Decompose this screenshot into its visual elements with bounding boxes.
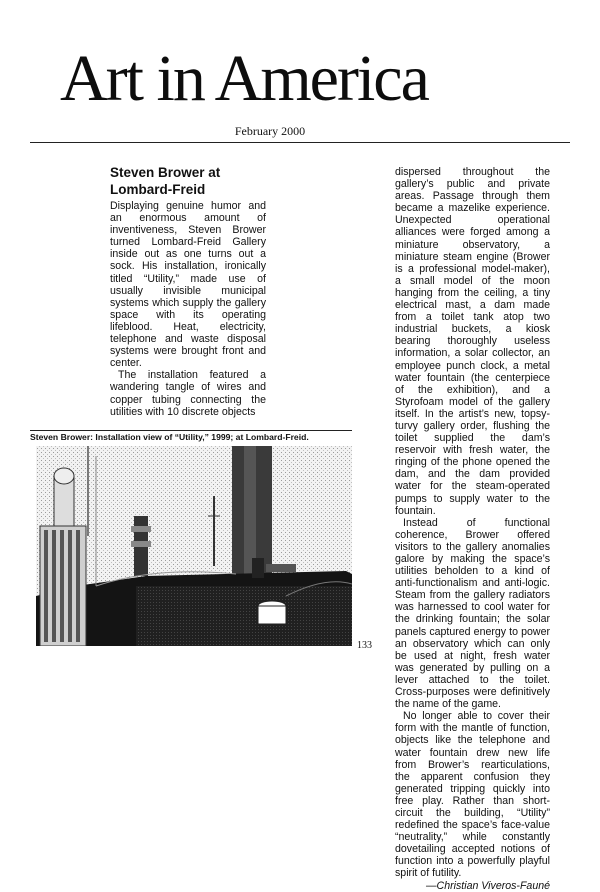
headline-line-2: Lombard-Freid [110, 182, 206, 197]
paragraph: The installation featured a wandering tangle of wires and copper tubing connecting the utilities with 10 discrete objects [110, 369, 266, 418]
photo-caption: Steven Brower: Installation view of “Utility,” 1999; at Lombard-Freid. [30, 432, 309, 442]
paragraph: dispersed throughout the gallery’s public and private areas. Passage through them became a mazelike experience. Unexpected operational alliances were forged among a miniature observatory, a miniature steam engine (Brower is a professional model-maker), a small model of the moon hanging from the ceiling, a tiny electrical mast, a dam made from a toilet tank atop two industrial buckets, a kiosk bearing thoroughly useless information, a solar collector, an employee punch clock, a metal water fountain (the centerpiece of the exhibition), and a Styrofoam model of the gallery itself. In the artist’s new, topsy-turvy gallery order, flushing the toilet supplied the dam’s reservoir with fresh water, the ringing of the phone opened the dam, and the dam provided water for the steam-operated pumps to supply water to the fountain. [395, 166, 550, 517]
page-number: 133 [357, 640, 372, 651]
issue-date: February 2000 [234, 124, 306, 138]
headline-line-1: Steven Brower at [110, 165, 221, 180]
installation-photo-illustration [36, 446, 352, 646]
installation-photo [36, 446, 352, 646]
paragraph: Instead of functional coherence, Brower offered visitors to the gallery anomalies galore by making the space’s utilities beholden to a kind of anti-functionalism and anti-logic. Steam from the gallery radiators was harnessed to cool water for the drinking fountain; the solar panels captured energy to power an observatory which can only be used at night, fresh water was generated by pulling on a lever attached to the toilet. Cross-purposes were definitively the name of the game. [395, 516, 550, 711]
paragraph: Displaying genuine humor and an enormous amount of inventiveness, Steven Brower turned Lombard-Freid Gallery inside out as one turns out a sock. His installation, ironically titled “Utility,” made use of usually invisible municipal systems which supply the gallery space with its operating lifeblood. Heat, electricity, telephone and waste disposal systems were brought front and center. [110, 200, 266, 370]
masthead-rule [30, 142, 570, 143]
article-headline [110, 164, 270, 198]
article-column-right [395, 166, 550, 892]
masthead-title: Art in America [60, 42, 428, 115]
paragraph: No longer able to cover their form with the mantle of function, objects like the telephone and water fountain drew new life from Brower’s rearticulations, the apparent confusion they generated tripping quickly into free play. Rather than short-circuit the building, “Utility” redefined the space’s face-value “neutrality,” while constantly dovetailing accepted notions of function into a powerfully playful spirit of futility. [395, 710, 550, 880]
caption-rule [30, 430, 352, 431]
article-column-left [110, 200, 266, 418]
article-byline: —Christian Viveros-Fauné [425, 879, 550, 892]
